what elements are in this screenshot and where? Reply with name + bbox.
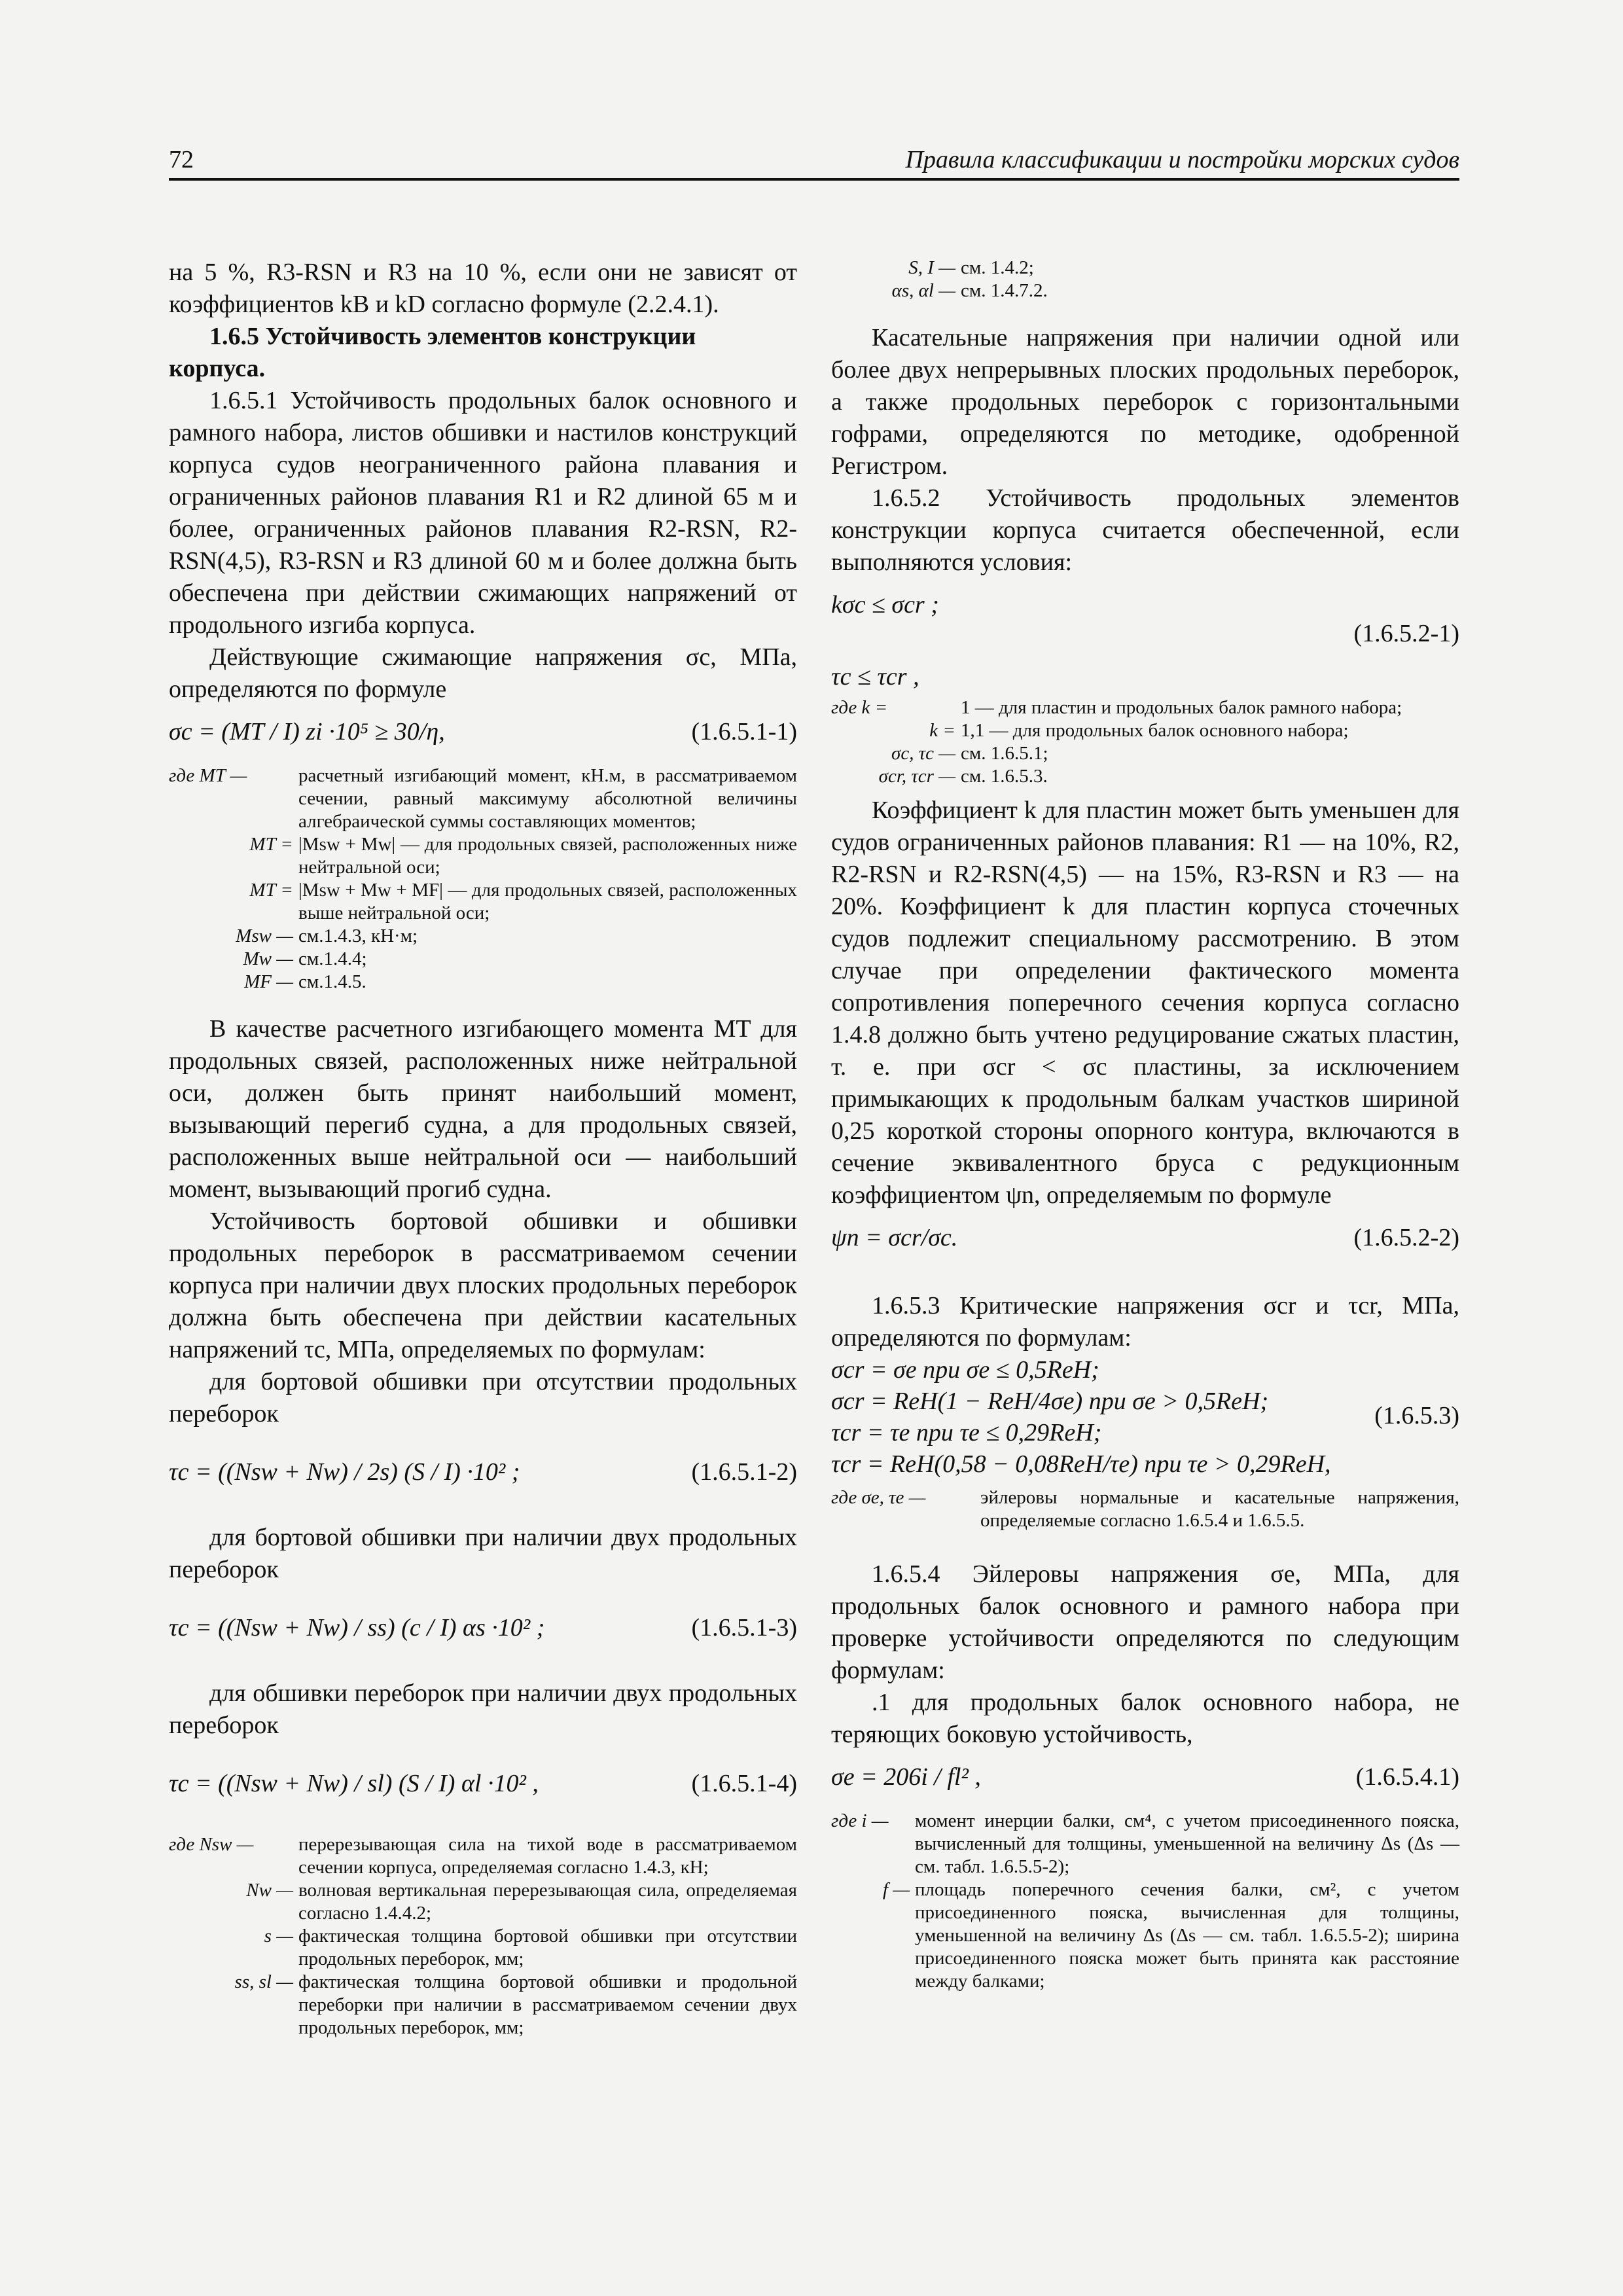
legend-text: фактическая толщина бортовой обшивки при отсутствии продольных переборок, мм; bbox=[298, 1926, 797, 1969]
equation-number: (1.6.5.3) bbox=[1374, 1402, 1459, 1429]
formula-1-6-5-1-2 bbox=[169, 1430, 797, 1522]
legend-text: 1,1 — для продольных балок основного набора; bbox=[961, 720, 1349, 741]
running-title: Правила классификации и постройки морских судов bbox=[905, 146, 1459, 173]
formula-1-6-5-1-1 bbox=[169, 706, 797, 764]
legend-row bbox=[831, 719, 1459, 742]
legend-row bbox=[169, 1925, 797, 1971]
legend-1 bbox=[169, 764, 797, 994]
legend-text: см. 1.4.2; bbox=[961, 257, 1034, 278]
legend-row bbox=[831, 696, 1459, 719]
legend-0 bbox=[831, 257, 1459, 302]
paragraph: Действующие сжимающие напряжения σc, МПа, определяются по формуле bbox=[169, 643, 797, 703]
paragraph: .1 для продольных балок основного набора, не теряющих боковую устойчивость, bbox=[831, 1689, 1459, 1748]
legend-text: 1 — для пластин и продольных балок рамного набора; bbox=[961, 697, 1402, 718]
legend-symbol: ss, sl — bbox=[234, 1971, 293, 1992]
formula-lines bbox=[831, 1354, 1459, 1480]
legend-text: см.1.4.4; bbox=[298, 948, 367, 969]
condition-1 bbox=[831, 579, 1459, 624]
legend-symbol: MF — bbox=[244, 971, 293, 992]
legend-symbol: s — bbox=[264, 1926, 293, 1946]
legend-symbol: Nw — bbox=[246, 1880, 293, 1901]
legend-text: расчетный изгибающий момент, кН.м, в рассматриваемом сечении, равный максимуму абсолютной величины алгебраической суммы составляющих моментов; bbox=[298, 765, 797, 832]
legend-text: см.1.4.3, кН·м; bbox=[298, 925, 418, 946]
equation-number: (1.6.5.1-3) bbox=[691, 1614, 797, 1641]
legend-5 bbox=[831, 1810, 1459, 1993]
legend-text: |Msw + Mw + MF| — для продольных связей, расположенных выше нейтральной оси; bbox=[298, 880, 797, 924]
formula-1-6-5-3 bbox=[831, 1354, 1459, 1480]
paragraph: 1.6.5.1 Устойчивость продольных балок основного и рамного набора, листов обшивки и настилов конструкций корпуса судов неограниченного района плавания и ограниченных районов плавания R1 и R2 длиной 65 м и более, ограниченных районов плавания R2-RSN, R2-RSN(4,5), R3-RSN и R3 длиной 60 м и более должна быть обеспечена при действии сжимающих напряжений от продольного изгиба корпуса. bbox=[169, 387, 797, 639]
legend-symbol: σcr, τcr — bbox=[878, 766, 955, 787]
condition-eqno bbox=[831, 620, 1459, 651]
legend-row bbox=[169, 1833, 797, 1879]
legend-row bbox=[169, 879, 797, 925]
legend-symbol: MT = bbox=[249, 880, 293, 901]
legend-3 bbox=[831, 696, 1459, 788]
formula-line: τcr = τe при τe ≤ 0,29ReH; bbox=[831, 1419, 1102, 1446]
legend-symbol: MT = bbox=[249, 834, 293, 855]
formula-expression: τc = ((Nsw + Nw) / ss) (c / I) αs ·10² ; bbox=[169, 1614, 545, 1641]
left-column bbox=[169, 257, 797, 2039]
legend-row bbox=[169, 764, 797, 833]
legend-text: площадь поперечного сечения балки, см², с учетом присоединенного пояска, вычисленная для толщины, уменьшенной на величину Δs (Δs — см. табл. 1.6.5.5-2); ширина присоединенного пояска может быть принята как расстояние между балками; bbox=[915, 1879, 1459, 1992]
legend-symbol: f — bbox=[882, 1879, 910, 1900]
equation-number: (1.6.5.2-1) bbox=[1353, 620, 1459, 647]
formula-line: σcr = σe при σe ≤ 0,5ReH; bbox=[831, 1356, 1099, 1384]
formula-line: σcr = ReH(1 − ReH/4σe) при σe > 0,5ReH; bbox=[831, 1388, 1269, 1415]
paragraph: В качестве расчетного изгибающего момента MT для продольных связей, расположенных ниже нейтральной оси, должен быть принят наибольший момент, вызывающий перегиб судна, а для продольных связей, расположенных выше нейтральной оси — наибольший момент, вызывающий прогиб судна. bbox=[169, 1015, 797, 1203]
legend-text: см.1.4.5. bbox=[298, 971, 366, 992]
formula-expression: τc = ((Nsw + Nw) / 2s) (S / I) ·10² ; bbox=[169, 1458, 520, 1486]
legend-text: момент инерции балки, см⁴, с учетом присоединенного пояска, вычисленный для толщины, уменьшенной на величину Δs (Δs — см. табл. 1.6.5.5-2); bbox=[915, 1810, 1459, 1877]
legend-text: см. 1.6.5.1; bbox=[961, 743, 1048, 764]
legend-text: эйлеровы нормальные и касательные напряжения, определяемые согласно 1.6.5.4 и 1.6.5.5. bbox=[980, 1487, 1459, 1531]
formula-line: τcr = ReH(0,58 − 0,08ReH/τe) при τe > 0,29ReH, bbox=[831, 1450, 1331, 1478]
formula-expression: σe = 206i / fl² , bbox=[831, 1763, 981, 1791]
legend-text: см. 1.4.7.2. bbox=[961, 280, 1048, 301]
equation-number: (1.6.5.1-2) bbox=[691, 1458, 797, 1486]
equation-number: (1.6.5.4.1) bbox=[1355, 1763, 1459, 1791]
page-number: 72 bbox=[169, 146, 194, 173]
paragraph: для бортовой обшивки при отсутствии продольных переборок bbox=[169, 1368, 797, 1427]
legend-4 bbox=[831, 1486, 1459, 1532]
legend-text: фактическая толщина бортовой обшивки и продольной переборки при наличии в рассматриваемом сечении двух продольных переборок, мм; bbox=[298, 1971, 797, 2038]
legend-symbol: Mw — bbox=[243, 948, 293, 969]
paragraph: 1.6.5.2 Устойчивость продольных элементов конструкции корпуса считается обеспеченной, если выполняются условия: bbox=[831, 484, 1459, 576]
legend-symbol: где i — bbox=[831, 1810, 889, 1831]
legend-symbol: k = bbox=[929, 720, 955, 741]
formula-expression: τc = ((Nsw + Nw) / sl) (S / I) αl ·10² , bbox=[169, 1770, 539, 1797]
paragraph: для обшивки переборок при наличии двух продольных переборок bbox=[169, 1679, 797, 1739]
legend-row bbox=[831, 765, 1459, 788]
legend-symbol: где Nsw — bbox=[169, 1834, 254, 1855]
formula-1-6-5-1-4 bbox=[169, 1742, 797, 1833]
legend-row bbox=[169, 833, 797, 879]
legend-row bbox=[831, 742, 1459, 765]
legend-symbol: Msw — bbox=[236, 925, 293, 946]
paragraph: Коэффициент k для пластин может быть уменьшен для судов ограниченных районов плавания: R1 — на 10%, R2, R2-RSN и R2-RSN(4,5) — на 15%, R3-RSN и R3 — на 20%. Коэффициент k для пластин корпуса сточечных судов подлежит специальному рассмотрению. В этом случае при определении фактического момента сопротивления поперечного сечения корпуса согласно 1.4.8 должно быть учтено редуцирование сжатых пластин, т. е. при σcr < σc пластины, за исключением примыкающих к продольным балкам участков шириной 0,25 короткой стороны опорного контура, включаются в сечение эквивалентного бруса с редукционным коэффициентом ψn, определяемым по формуле bbox=[831, 797, 1459, 1209]
header-rule bbox=[169, 178, 1459, 181]
formula-expression: ψn = σcr/σc. bbox=[831, 1224, 958, 1251]
paragraph: Касательные напряжения при наличии одной или более двух непрерывных плоских продольных переборок, а также продольных переборок с горизонтальными гофрами, определяются по методике, одобренной Регистром. bbox=[831, 324, 1459, 480]
legend-row bbox=[831, 1810, 1459, 1878]
formula-1-6-5-2-2 bbox=[831, 1211, 1459, 1270]
legend-text: волновая вертикальная перерезывающая сила, определяемая согласно 1.4.4.2; bbox=[298, 1880, 797, 1924]
formula-expression: τc ≤ τcr , bbox=[831, 663, 919, 691]
equation-number: (1.6.5.1-1) bbox=[691, 718, 797, 745]
legend-row bbox=[169, 948, 797, 971]
legend-symbol: σc, τc — bbox=[891, 743, 955, 764]
legend-symbol: S, I — bbox=[908, 257, 955, 278]
paragraph: 1.6.5.3 Критические напряжения σcr и τcr, МПа, определяются по формулам: bbox=[831, 1292, 1459, 1352]
legend-row bbox=[831, 1486, 1459, 1532]
legend-symbol: где σe, τe — bbox=[831, 1487, 926, 1508]
legend-text: перерезывающая сила на тихой воде в рассматриваемом сечении корпуса, определяемая согласно 1.4.3, кН; bbox=[298, 1834, 797, 1878]
paragraph: 1.6.5.4 Эйлеровы напряжения σe, МПа, для продольных балок основного и рамного набора при проверке устойчивости определяются по следующим формулам: bbox=[831, 1560, 1459, 1684]
formula-expression: kσc ≤ σcr ; bbox=[831, 591, 939, 619]
legend-symbol: где MT — bbox=[169, 765, 247, 786]
equation-number: (1.6.5.1-4) bbox=[691, 1770, 797, 1797]
section-heading: 1.6.5 Устойчивость элементов конструкции корпуса. bbox=[169, 323, 696, 382]
legend-row bbox=[169, 1971, 797, 2039]
paragraph: для бортовой обшивки при наличии двух продольных переборок bbox=[169, 1524, 797, 1583]
condition-2 bbox=[831, 651, 1459, 696]
legend-symbol: где k = bbox=[831, 697, 888, 718]
legend-row bbox=[831, 257, 1459, 279]
paragraph: на 5 %, R3-RSN и R3 на 10 %, если они не зависят от коэффициентов kB и kD согласно формуле (2.2.4.1). bbox=[169, 259, 797, 318]
right-column bbox=[831, 257, 1459, 1993]
legend-row bbox=[169, 925, 797, 948]
formula-1-6-5-1-3 bbox=[169, 1586, 797, 1677]
formula-expression: σc = (MT / I) zi ·10⁵ ≥ 30/η, bbox=[169, 718, 445, 745]
legend-row bbox=[831, 279, 1459, 302]
legend-row bbox=[169, 1879, 797, 1925]
legend-row bbox=[169, 971, 797, 994]
legend-text: см. 1.6.5.3. bbox=[961, 766, 1048, 787]
formula-1-6-5-4-1 bbox=[831, 1751, 1459, 1810]
legend-2 bbox=[169, 1833, 797, 2039]
paragraph: Устойчивость бортовой обшивки и обшивки продольных переборок в рассматриваемом сечении корпуса при наличии двух плоских продольных переборок должна быть обеспечена при действии касательных напряжений τc, МПа, определяемых по формулам: bbox=[169, 1208, 797, 1363]
legend-symbol: αs, αl — bbox=[891, 280, 955, 301]
legend-row bbox=[831, 1878, 1459, 1993]
legend-text: |Msw + Mw| — для продольных связей, расположенных ниже нейтральной оси; bbox=[298, 834, 797, 878]
equation-number: (1.6.5.2-2) bbox=[1353, 1224, 1459, 1251]
